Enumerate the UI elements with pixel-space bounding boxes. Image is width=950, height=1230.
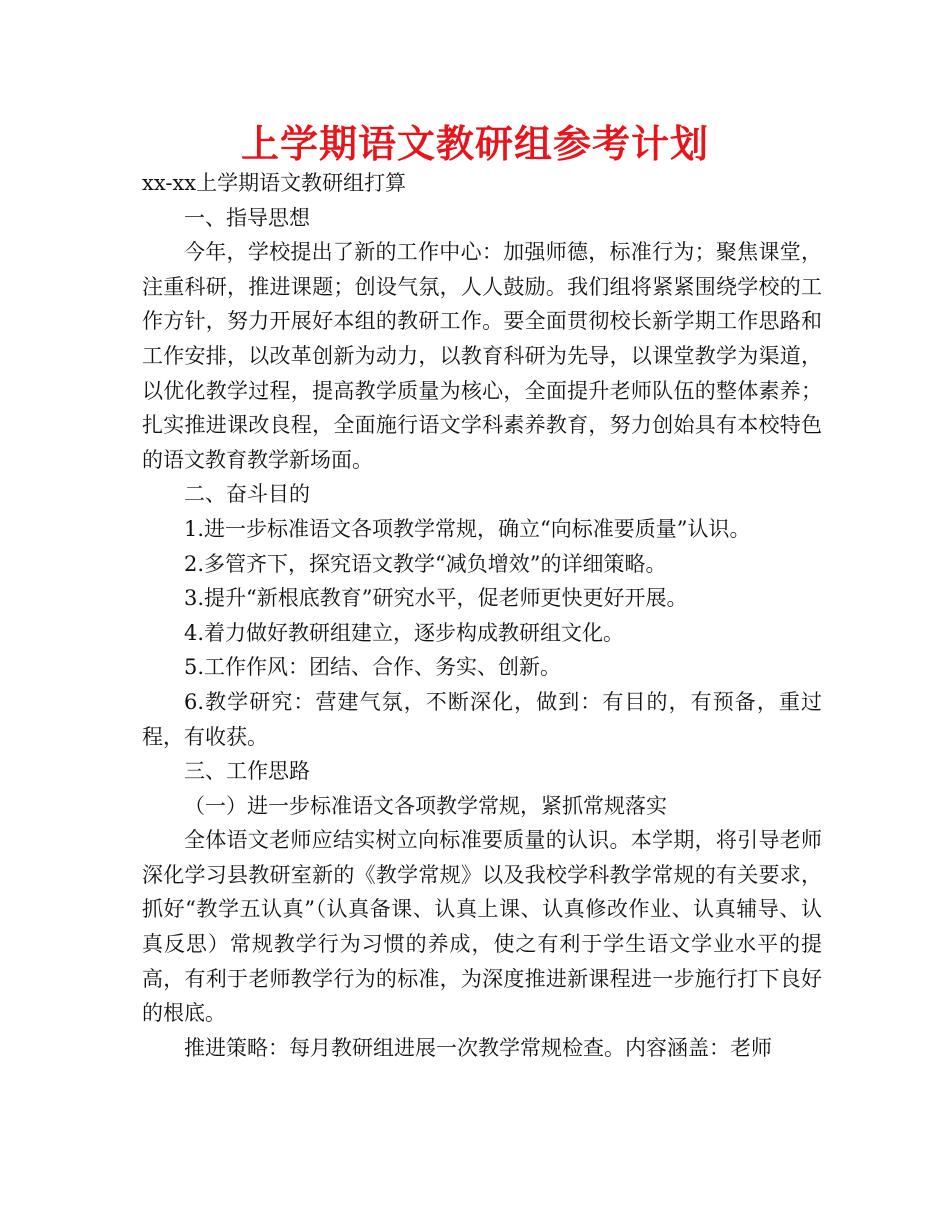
paragraph-strategy: 推进策略：每月教研组进展一次教学常规检查。内容涵盖：老师 [184, 1035, 772, 1060]
section-heading-goals: 二、奋斗目的 [184, 482, 310, 507]
goal-item-5: 5.工作作风：团结、合作、务实、创新。 [184, 655, 562, 680]
document-title: 上学期语文教研组参考计划 [240, 121, 709, 166]
section-heading-work-ideas: 三、工作思路 [184, 759, 310, 784]
goal-item-3: 3.提升“新根底教育”研究水平，促老师更快更好开展。 [184, 586, 688, 611]
document-subtitle: xx-xx上学期语文教研组打算 [142, 171, 407, 195]
goal-item-1: 1.进一步标准语文各项教学常规，确立“向标准要质量”认识。 [184, 516, 751, 541]
section-heading-guiding-thought: 一、指导思想 [184, 205, 310, 230]
goal-item-2: 2.多管齐下，探究语文教学“减负增效”的详细策略。 [184, 551, 667, 576]
subsection-heading-1: （一）进一步标准语文各项教学常规，紧抓常规落实 [184, 793, 667, 818]
paragraph-guiding-thought: 今年，学校提出了新的工作中心：加强师德，标准行为；聚焦课堂，注重科研，推进课题；创设气氛，人人鼓励。我们组将紧紧围绕学校的工作方针，努力开展好本组的教研工作。要全面贯彻校长新学期工作思路和工作安排，以改革创新为动力，以教育科研为先导，以课堂教学为渠道，以优化教学过程，提高教学质量为核心，全面提升老师队伍的整体素养；扎实推进课改良程，全面施行语文学科素养教育，努力创始具有本校特色的语文教育教学新场面。 [142, 240, 822, 472]
goal-item-6: 6.教学研究：营建气氛，不断深化，做到：有目的，有预备，重过程，有收获。 [142, 689, 822, 749]
paragraph-teaching-routine: 全体语文老师应结实树立向标准要质量的认识。本学期，将引导老师深化学习县教研室新的《教学常规》以及我校学科教学常规的有关要求，抓好“教学五认真”（认真备课、认真上课、认真修改作业、认真辅导、认真反思）常规教学行为习惯的养成，使之有利于学生语文学业水平的提高，有利于老师教学行为的标准，为深度推进新课程进一步施行打下良好的根底。 [142, 828, 822, 1026]
goal-item-4: 4.着力做好教研组建立，逐步构成教研组文化。 [184, 620, 625, 645]
document-body [142, 166, 822, 1065]
